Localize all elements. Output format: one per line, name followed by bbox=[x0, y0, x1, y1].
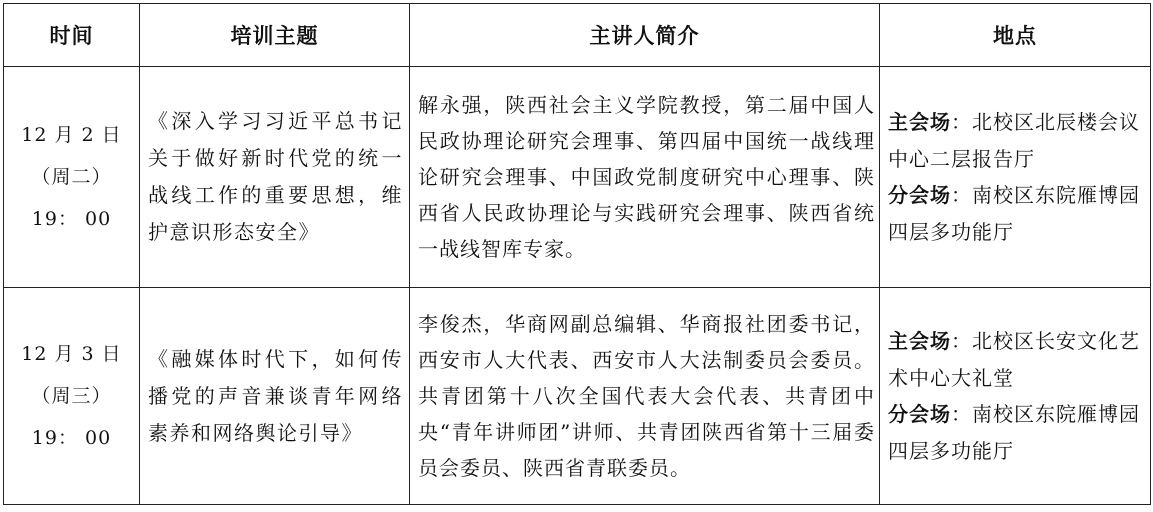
branch-venue-label: 分会场 bbox=[888, 402, 951, 426]
clock: 19： 00 bbox=[31, 208, 112, 230]
header-venue: 地点 bbox=[880, 4, 1151, 67]
speaker-cell: 解永强，陕西社会主义学院教授，第二届中国人民政协理论研究会理事、第四届中国统一战线理论研究会理事、中国政党制度研究中心理事、陕西省人民政协理论与实践研究会理事、陕西省统一战线智库专家。 bbox=[410, 67, 880, 288]
date: 12 月 3 日 bbox=[21, 343, 122, 365]
branch-venue-text: ：南校区东院雁博园四层多功能厅 bbox=[888, 183, 1140, 244]
main-venue-label: 主会场 bbox=[888, 110, 951, 134]
clock: 19： 00 bbox=[31, 427, 112, 449]
header-topic: 培训主题 bbox=[140, 4, 410, 67]
main-venue-text: ：北校区北辰楼会议中心二层报告厅 bbox=[888, 110, 1140, 171]
branch-venue-text: ：南校区东院雁博园四层多功能厅 bbox=[888, 402, 1140, 463]
table-header-row bbox=[4, 4, 1151, 67]
main-venue bbox=[888, 104, 1146, 177]
header-speaker: 主讲人简介 bbox=[410, 4, 880, 67]
venue-cell bbox=[880, 67, 1151, 288]
time-cell bbox=[4, 67, 140, 288]
branch-venue-label: 分会场 bbox=[888, 183, 951, 207]
branch-venue bbox=[888, 396, 1146, 469]
weekday: （周二） bbox=[31, 166, 112, 188]
main-venue bbox=[888, 323, 1146, 396]
main-venue-text: ：北校区长安文化艺术中心大礼堂 bbox=[888, 329, 1140, 390]
table-row bbox=[4, 67, 1151, 288]
time-cell bbox=[4, 288, 140, 505]
weekday: （周三） bbox=[31, 385, 112, 407]
schedule-table bbox=[3, 3, 1151, 505]
date: 12 月 2 日 bbox=[21, 124, 122, 146]
topic-cell: 《融媒体时代下，如何传播党的声音兼谈青年网络素养和网络舆论引导》 bbox=[140, 288, 410, 505]
table-row bbox=[4, 288, 1151, 505]
header-time: 时间 bbox=[4, 4, 140, 67]
topic-cell: 《深入学习习近平总书记关于做好新时代党的统一战线工作的重要思想，维护意识形态安全》 bbox=[140, 67, 410, 288]
main-venue-label: 主会场 bbox=[888, 329, 951, 353]
branch-venue bbox=[888, 177, 1146, 250]
speaker-cell: 李俊杰，华商网副总编辑、华商报社团委书记，西安市人大代表、西安市人大法制委员会委员。共青团第十八次全国代表大会代表、共青团中央“青年讲师团”讲师、共青团陕西省第十三届委员会委员、陕西省青联委员。 bbox=[410, 288, 880, 505]
venue-cell bbox=[880, 288, 1151, 505]
